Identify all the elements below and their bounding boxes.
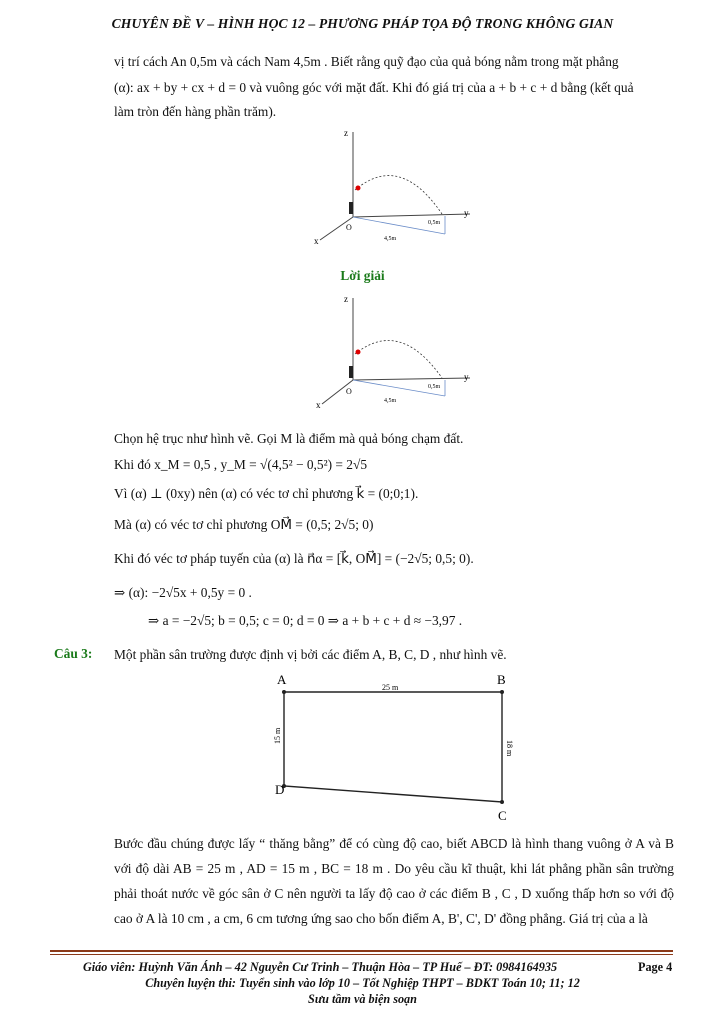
figure-coordinate-1	[300, 122, 490, 252]
page-number: Page 4	[638, 960, 673, 974]
point-C: C	[498, 808, 507, 823]
label-left: 15 m	[273, 727, 282, 744]
solution-line-4: Mà (α) có véc tơ chỉ phương OM⃗ = (0,5; 2√5; 0)	[114, 517, 374, 532]
fig2-z-label: z	[344, 294, 348, 304]
footer-teacher: Giáo viên: Huỳnh Văn Ánh – 42 Nguyễn Cư Trinh – Thuận Hòa – TP Huế – ĐT: 0984164935	[82, 960, 558, 974]
fig1-dist-1: 4,5m	[384, 236, 397, 242]
figure-coordinate-2	[300, 290, 490, 415]
solution-line-3: Vì (α) ⊥ (0xy) nên (α) có véc tơ chỉ phương k⃗ = (0;0;1).	[114, 486, 419, 501]
intro-line-3: làm tròn đến hàng phần trăm).	[114, 104, 277, 119]
fig1-z-label: z	[344, 128, 348, 138]
point-B: B	[497, 672, 506, 687]
footer-rule-thin	[50, 954, 673, 955]
intro-line-2: (α): ax + by + cx + d = 0 và vuông góc với mặt đất. Khi đó giá trị của a + b + c + d bằng (kết quả	[114, 80, 634, 95]
fig1-y-label: y	[464, 208, 469, 218]
fig2-dist-2: 0,5m	[428, 384, 441, 390]
question-3-text: Một phần sân trường được định vị bởi các điểm A, B, C, D , như hình vẽ.	[114, 647, 507, 662]
label-top: 25 m	[382, 683, 399, 692]
fig2-y-label: y	[464, 372, 469, 382]
footer-source: Sưu tầm và biện soạn	[308, 992, 417, 1006]
fig2-origin-label: O	[346, 387, 352, 396]
page-header: CHUYÊN ĐỀ V – HÌNH HỌC 12 – PHƯƠNG PHÁP TỌA ĐỘ TRONG KHÔNG GIAN	[111, 16, 614, 31]
solution-line-1: Chọn hệ trục như hình vẽ. Gọi M là điểm mà quả bóng chạm đất.	[114, 431, 464, 446]
fig1-dist-2: 0,5m	[428, 220, 441, 226]
solution-line-5: Khi đó véc tơ pháp tuyến của (α) là n⃗α = [k⃗, OM⃗] = (−2√5; 0,5; 0).	[114, 551, 474, 566]
question-3-label: Câu 3:	[54, 646, 93, 661]
fig2-x-label: x	[316, 400, 321, 410]
fig1-origin-label: O	[346, 223, 352, 232]
footer-course: Chuyên luyện thi: Tuyển sinh vào lớp 10 – Tốt Nghiệp THPT – BDKT Toán 10; 11; 12	[145, 976, 580, 990]
solution-line-2: Khi đó x_M = 0,5 , y_M = √(4,5² − 0,5²) = 2√5	[114, 457, 368, 472]
intro-line-1: vị trí cách An 0,5m và cách Nam 4,5m . Biết rằng quỹ đạo của quả bóng nằm trong mặt phẳng	[114, 54, 619, 69]
solution-line-7: ⇒ a = −2√5; b = 0,5; c = 0; d = 0 ⇒ a + b + c + d ≈ −3,97 .	[148, 613, 463, 628]
figure-trapezoid	[262, 668, 527, 828]
problem-paragraph: Bước đầu chúng được lấy “ thăng bằng” để có cùng độ cao, biết ABCD là hình thang vuông ở A và B với độ dài AB = 25 m , AD = 15 m , BC = 18 m . Do yêu cầu kĩ thuật, khi lát phẳng phần sân trường phải thoát nước về góc sân ở C nên người ta lấy độ cao ở các điểm B , C , D xuống thấp hơn so với độ cao ở A là 10 cm , a cm, 6 cm tương ứng sao cho bốn điểm A, B', C', D' đồng phẳng. Giá trị của a là	[114, 836, 674, 926]
footer-rule	[50, 950, 673, 952]
solution-line-6: ⇒ (α): −2√5x + 0,5y = 0 .	[114, 585, 252, 600]
fig2-dist-1: 4,5m	[384, 398, 397, 404]
label-right: 18 m	[505, 740, 514, 757]
fig1-x-label: x	[314, 236, 319, 246]
solution-heading: Lời giải	[340, 268, 385, 283]
point-A: A	[277, 672, 287, 687]
point-D: D	[275, 782, 285, 797]
